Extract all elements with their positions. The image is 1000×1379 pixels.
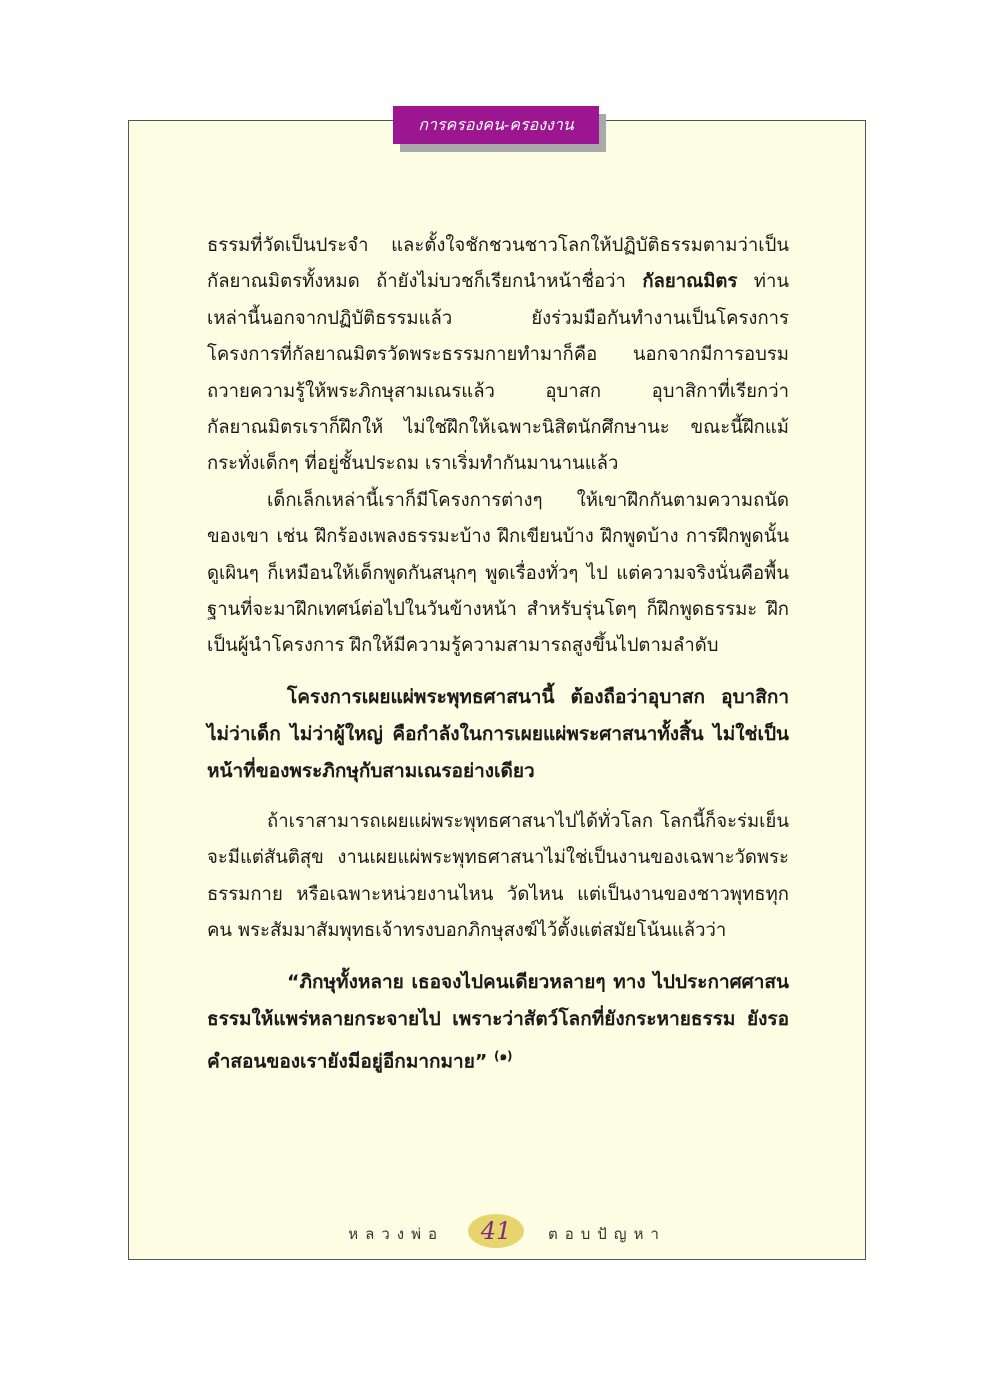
paragraph-3-emphasis: โครงการเผยแผ่พระพุทธศาสนานี้ ต้องถือว่าอุบาสก อุบาสิกา ไม่ว่าเด็ก ไม่ว่าผู้ใหญ่ คือกำลังในการเผยแผ่พระศาสนาทั้งสิ้น ไม่ใช่เป็นหน้าที่ของพระภิกษุกับสามเณรอย่างเดียว <box>207 685 789 782</box>
paragraph-1 <box>207 228 789 483</box>
footnote-marker: (๑) <box>493 1048 513 1063</box>
footer-book-title-left: หลวงพ่อ <box>348 1225 444 1243</box>
footer-book-title-right: ตอบปัญหา <box>548 1225 666 1243</box>
paragraph-4: ถ้าเราสามารถเผยแผ่พระพุทธศาสนาไปได้ทั่วโลก โลกนี้ก็จะร่มเย็น จะมีแต่สันติสุข งานเผยแผ่พระพุทธศาสนาไม่ใช่เป็นงานของเฉพาะวัดพระธรรมกาย หรือเฉพาะหน่วยงานไหน วัดไหน แต่เป็นงานของชาวพุทธทุกคน พระสัมมาสัมพุทธเจ้าทรงบอกภิกษุสงฆ์ไว้ตั้งแต่สมัยโน้นแล้วว่า <box>207 810 789 942</box>
paragraph-2: เด็กเล็กเหล่านี้เราก็มีโครงการต่างๆ ให้เขาฝึกกันตามความถนัดของเขา เช่น ฝึกร้องเพลงธรรมะบ้าง ฝึกเขียนบ้าง ฝึกพูดบ้าง การฝึกพูดนั้น ดูเผินๆ ก็เหมือนให้เด็กพูดกันสนุกๆ พูดเรื่องทั่วๆ ไป แต่ความจริงนั่นคือพื้นฐานที่จะมาฝึกเทศน์ต่อไปในวันข้างหน้า สำหรับรุ่นโตๆ ก็ฝึกพูดธรรมะ ฝึกเป็นผู้นำโครงการ ฝึกให้มีความรู้ความสามารถสูงขึ้นไปตามลำดับ <box>207 489 789 657</box>
paragraph-1-text-after: ท่านเหล่านี้นอกจากปฏิบัติธรรมแล้ว ยังร่วมมือกันทำงานเป็นโครงการ โครงการที่กัลยาณมิตรวัดพระธรรมกายทำมาก็คือ นอกจากมีการอบรมถวายความรู้ให้พระภิกษุสามเณรแล้ว อุบาสก อุบาสิกาที่เรียกว่ากัลยาณมิตรเราก็ฝึกให้ ไม่ใช่ฝึกให้เฉพาะนิสิตนักศึกษานะ ขณะนี้ฝึกแม้กระทั่งเด็กๆ ที่อยู่ชั้นประถม เราเริ่มทำกันมานานแล้ว <box>207 271 789 475</box>
chapter-header: การครองคน-ครองงาน <box>393 106 599 144</box>
page-number: 41 <box>480 1217 512 1245</box>
paragraph-5-quote <box>207 964 789 1080</box>
quote-text: “ภิกษุทั้งหลาย เธอจงไปคนเดียวหลายๆ ทาง ไปประกาศศาสนธรรมให้แพร่หลายกระจายไป เพราะว่าสัตว์โลกที่ยังกระหายธรรม ยังรอคำสอนของเรายังมีอยู่อีกมากมาย” <box>207 970 789 1072</box>
paragraph-1-bold-term: กัลยาณมิตร <box>642 271 738 293</box>
paragraph-1-text: ธรรมที่วัดเป็นประจำ และตั้งใจชักชวนชาวโลกให้ปฏิบัติธรรมตามว่าเป็นกัลยาณมิตรทั้งหมด ถ้ายังไม่บวชก็เรียกนำหน้าชื่อว่า <box>207 235 789 293</box>
page-content <box>207 228 789 1094</box>
page-footer <box>128 1212 866 1252</box>
